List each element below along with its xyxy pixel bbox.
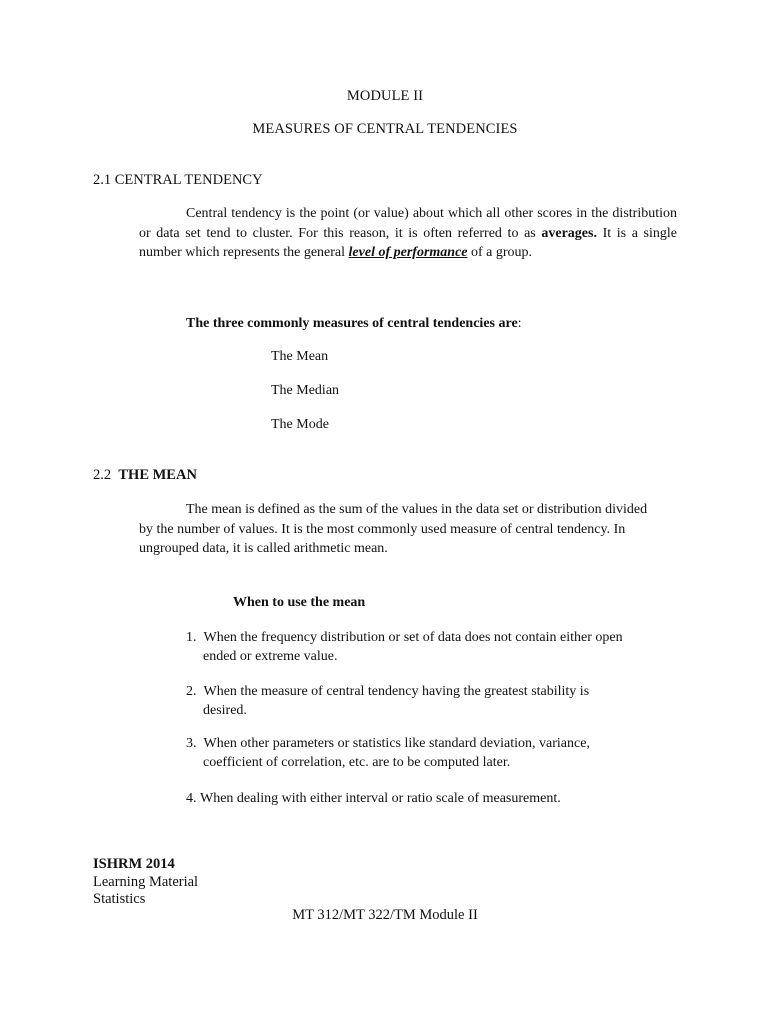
item-line-continued: ended or extreme value.	[203, 649, 338, 664]
measures-intro	[186, 316, 522, 332]
paragraph-text: It is a single number which represents the general	[139, 225, 677, 260]
section-heading-central-tendency: 2.1 CENTRAL TENDENCY	[93, 172, 263, 188]
when-item-3	[186, 734, 686, 772]
footer-subject: Statistics	[93, 891, 146, 907]
averages-term: averages.	[541, 225, 597, 241]
mean-definition-paragraph: The mean is defined as the sum of the values in the data set or distribution divided by the number of values. It is the most commonly used measure of central tendency. In ungrouped data, it is called arithmetic mean.	[139, 502, 648, 556]
measure-item-mode: The Mode	[271, 417, 329, 432]
item-line-continued: desired.	[203, 703, 247, 718]
when-to-use-heading: When to use the mean	[233, 595, 366, 610]
footer-material: Learning Material	[93, 873, 199, 890]
footer-course: MT 312/MT 322/TM Module II	[292, 907, 478, 923]
item-line: When the frequency distribution or set of data does not contain either open	[203, 630, 623, 645]
level-of-performance-term: level of performance	[348, 245, 468, 260]
section-heading-the-mean	[93, 467, 197, 484]
paragraph-text: Central tendency is the point (or value) about which all other scores in the distribution or data set tend to cluster. For this reason, it is often referred to as	[139, 206, 677, 241]
when-item-2	[186, 682, 686, 720]
section-number: 2.2	[93, 467, 112, 483]
item-line: When the measure of central tendency having the greatest stability is	[203, 684, 590, 699]
page-title: MEASURES OF CENTRAL TENDENCIES	[252, 121, 518, 137]
measure-item-median: The Median	[271, 383, 340, 398]
when-item-4	[186, 789, 686, 808]
central-tendency-paragraph	[139, 204, 677, 263]
item-number: 2.	[186, 684, 197, 699]
item-number: 1.	[186, 630, 197, 645]
section-title: THE MEAN	[118, 467, 197, 483]
measures-intro-colon: :	[517, 316, 522, 331]
item-number: 4.	[186, 791, 197, 806]
paragraph-text: of a group.	[467, 245, 533, 260]
footer-org: ISHRM 2014	[93, 856, 175, 872]
when-item-1	[186, 628, 686, 666]
measure-item-mean: The Mean	[271, 349, 329, 364]
item-line: When dealing with either interval or ratio scale of measurement.	[200, 791, 561, 806]
item-number: 3.	[186, 736, 197, 751]
module-label: MODULE II	[346, 88, 424, 104]
item-line-continued: coefficient of correlation, etc. are to be computed later.	[203, 755, 511, 770]
measures-intro-text: The three commonly measures of central tendencies are	[186, 316, 518, 331]
footer-block	[93, 856, 198, 909]
item-line: When other parameters or statistics like standard deviation, variance,	[203, 736, 590, 751]
